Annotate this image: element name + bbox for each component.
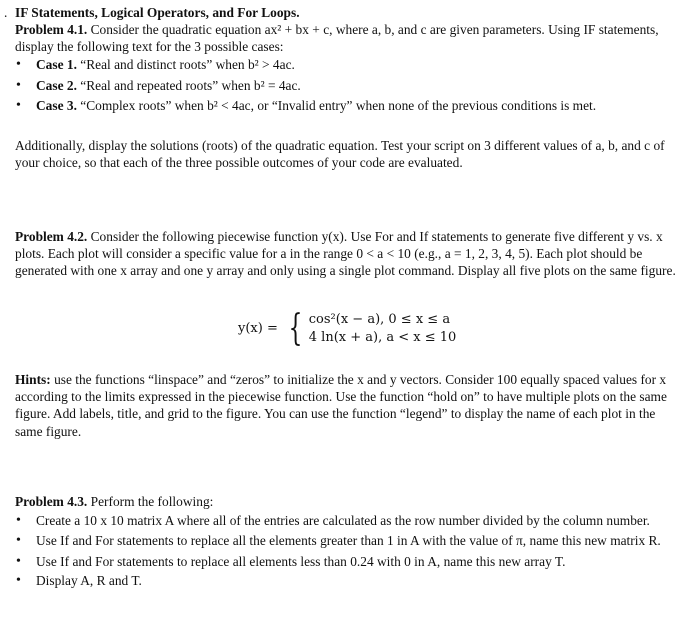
case-list xyxy=(0,56,700,114)
case-item xyxy=(36,97,686,114)
task-item: • Display A, R and T. xyxy=(36,572,686,589)
leading-dot: . xyxy=(4,5,8,20)
hints-block xyxy=(0,371,700,440)
problem-4-3-intro-text: Perform the following: xyxy=(87,494,214,509)
case-label: Case 1. xyxy=(36,57,77,73)
problem-4-3 xyxy=(0,493,700,589)
hints xyxy=(0,371,700,440)
case-text: “Complex roots” when b² < 4ac, or “Invalid entry” when none of the previous conditions is met. xyxy=(76,97,597,113)
problem-4-1-additional xyxy=(0,137,700,171)
problem-4-2-text-block xyxy=(0,228,700,280)
problem-4-1-intro xyxy=(0,21,700,55)
case-item xyxy=(36,56,686,73)
case-text: “Real and repeated roots” when b² = 4ac. xyxy=(76,77,301,93)
section-header xyxy=(0,4,700,21)
problem-4-1-label: Problem 4.1. xyxy=(15,22,88,37)
problem-4-1 xyxy=(0,21,700,114)
equation-row-1: cos²(x − a), 0 ≤ x ≤ a xyxy=(308,312,451,327)
hints-label: Hints: xyxy=(15,372,51,387)
hints-text: use the functions “linspace” and “zeros” to initialize the x and y vectors. Consider 100 equally spaced values for x according to the limits expressed in the piecewise function. Use the function “hold on” to have multiple plots on the same figure. Add labels, title, and grid to the figure. You can use the function “legend” to display the name of each plot in the same figure. xyxy=(15,372,667,439)
problem-4-3-intro xyxy=(0,493,700,510)
equation-brace: { xyxy=(288,308,303,349)
case-text: “Real and distinct roots” when b² > 4ac. xyxy=(76,57,295,73)
task-list xyxy=(0,512,700,589)
case-item xyxy=(36,77,686,94)
task-item: • Use If and For statements to replace all elements less than 0.24 with 0 in A, name this new array T. xyxy=(36,553,686,570)
section-title: IF Statements, Logical Operators, and For Loops. xyxy=(15,5,300,20)
problem-4-3-label: Problem 4.3. xyxy=(15,494,88,509)
problem-4-1-intro-text: Consider the quadratic equation ax² + bx + c, where a, b, and c are given parameters. Using IF statements, display the following text for the 3 possible cases: xyxy=(15,22,659,55)
task-item: • Create a 10 x 10 matrix A where all of the entries are calculated as the row number divided by the column number. xyxy=(36,512,686,529)
additional-text: Additionally, display the solutions (roots) of the quadratic equation. Test your script on 3 different values of a, b, and c of your choice, so that each of the three possible outcomes of your code are evaluated. xyxy=(15,138,665,171)
case-label: Case 2. xyxy=(36,77,77,93)
task-item: • Use If and For statements to replace all the elements greater than 1 in A with the value of π, name this new matrix R. xyxy=(36,532,686,549)
problem-4-2-label: Problem 4.2. xyxy=(15,229,88,244)
equation-lhs: y(x) = xyxy=(238,321,278,337)
equation-cases xyxy=(309,311,457,347)
case-label: Case 3. xyxy=(36,97,77,113)
problem-4-2-text: Consider the following piecewise function y(x). Use For and If statements to generate five different y vs. x plots. Each plot will consider a specific value for a in the range 0 < a < 10 (e.g., a = 1, 2, 3, 4, 5). Each plot should be generated with one x array and one y array and only using a single plot command. Display all five plots on the same figure. xyxy=(15,229,676,279)
equation-row-2: 4 ln(x + a), a < x ≤ 10 xyxy=(308,330,457,345)
piecewise-equation xyxy=(238,308,457,349)
problem-4-2 xyxy=(0,228,700,280)
